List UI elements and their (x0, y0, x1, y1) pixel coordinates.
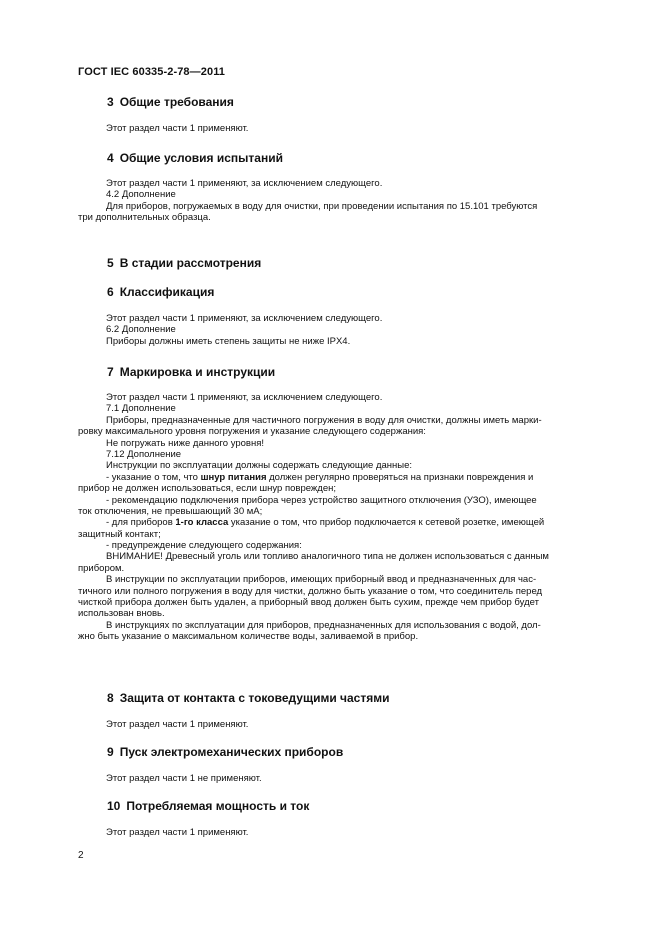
section-title: Классификация (119, 285, 215, 299)
section-number: 8 (107, 691, 114, 705)
subsection-label: 4.2 Дополнение (106, 189, 176, 201)
section-6-heading (107, 285, 214, 299)
list-item (106, 472, 612, 483)
paragraph-line (106, 201, 612, 212)
subsection-label: 7.12 Дополнение (106, 448, 182, 460)
paragraph: Этот раздел части 1 применяют. (106, 719, 249, 730)
paragraph-line: В инструкциях по эксплуатации для приборов, предназначенных для использования с водой, дол- (106, 619, 541, 631)
subsection-label: 6.2 Дополнение (106, 324, 176, 336)
section-3-heading (107, 95, 234, 109)
section-title: Потребляемая мощность и ток (126, 799, 310, 813)
section-title: Маркировка и инструкции (119, 365, 276, 379)
section-7-heading (107, 365, 275, 379)
paragraph-line: использован вновь. (78, 608, 165, 620)
section-9-heading (107, 745, 343, 759)
paragraph-line: чисткой прибора должен быть удален, а приборный ввод должен быть сухим, прежде чем прибор будет (78, 597, 539, 609)
paragraph-line: жно быть указание о максимальном количестве воды, заливаемой в прибор. (78, 631, 419, 643)
section-title: Общие требования (119, 95, 234, 109)
paragraph: Этот раздел части 1 применяют. (106, 827, 249, 838)
text-run: указание о том, что прибор подключается к сетевой розетке, имеющей (228, 517, 545, 529)
section-title: Общие условия испытаний (119, 151, 283, 165)
text-run: - для приборов (106, 517, 176, 529)
text-run: должен регулярно проверяться на признаки повреждения и (266, 471, 534, 483)
paragraph-line: ровку максимального уровня погружения и указание следующего содержания: (78, 426, 426, 438)
warning-text: Не погружать ниже данного уровня! (106, 437, 264, 449)
section-3-body (106, 123, 612, 134)
paragraph: Этот раздел части 1 не применяют. (106, 773, 262, 784)
section-5-heading (107, 256, 261, 270)
section-number: 10 (107, 799, 121, 813)
bold-term: шнур питания (200, 471, 267, 483)
section-8-heading (107, 691, 389, 705)
section-number: 3 (107, 95, 114, 109)
section-number: 4 (107, 151, 114, 165)
section-number: 7 (107, 365, 114, 379)
section-6-body (106, 313, 612, 347)
paragraph-line: защитный контакт; (78, 528, 161, 540)
paragraph-line: прибором. (78, 562, 125, 574)
subsection-label: 7.1 Дополнение (106, 403, 176, 415)
paragraph: Приборы должны иметь степень защиты не ниже IPX4. (106, 335, 351, 347)
section-10-heading (107, 799, 309, 813)
section-title: В стадии рассмотрения (119, 256, 262, 270)
paragraph-line: Приборы, предназначенные для частичного погружения в воду для очистки, должны иметь марки- (106, 414, 542, 426)
page-number: 2 (78, 850, 84, 861)
section-10-body (106, 827, 612, 838)
paragraph-line: тичного или полного погружения в воду для чистки, должно быть указание о том, что соединитель перед (78, 585, 543, 597)
section-4-heading (107, 151, 283, 165)
paragraph: Этот раздел части 1 применяют, за исключением следующего. (106, 178, 383, 189)
text-run: - указание о том, что (106, 471, 201, 483)
list-item: - предупреждение следующего содержания: (106, 540, 302, 552)
section-7-body (78, 392, 612, 643)
section-number: 5 (107, 256, 114, 270)
list-item: - рекомендацию подключения прибора через устройство защитного отключения (УЗО), имеющее (106, 494, 537, 506)
standard-header: ГОСТ IEC 60335-2-78—2011 (78, 66, 226, 78)
paragraph-line: В инструкции по эксплуатации приборов, имеющих приборный ввод и предназначенных для час- (106, 574, 537, 586)
text-run: Для приборов, погружаемых в воду для очистки, при проведении испытания по 15.101 требуются (106, 200, 538, 212)
section-4-body (78, 178, 612, 224)
paragraph-line: прибор не должен использоваться, если шнур поврежден; (78, 483, 336, 495)
section-number: 6 (107, 285, 114, 299)
warning-text: ВНИМАНИЕ! Древесный уголь или топливо аналогичного типа не должен использоваться с данным (106, 551, 549, 563)
bold-term: 1-го класса (175, 517, 229, 529)
list-item (106, 517, 612, 528)
paragraph: Этот раздел части 1 применяют, за исключением следующего. (106, 392, 383, 403)
paragraph: Этот раздел части 1 применяют, за исключением следующего. (106, 313, 383, 324)
paragraph-line: три дополнительных образца. (78, 212, 211, 224)
section-9-body (106, 773, 612, 784)
paragraph-line: Инструкции по эксплуатации должны содержать следующие данные: (106, 460, 413, 472)
section-title: Защита от контакта с токоведущими частями (119, 691, 390, 705)
paragraph: Этот раздел части 1 применяют. (106, 123, 249, 134)
paragraph-line: ток отключения, не превышающий 30 мА; (78, 505, 263, 517)
section-8-body (106, 719, 612, 730)
section-title: Пуск электромеханических приборов (119, 745, 344, 759)
section-number: 9 (107, 745, 114, 759)
